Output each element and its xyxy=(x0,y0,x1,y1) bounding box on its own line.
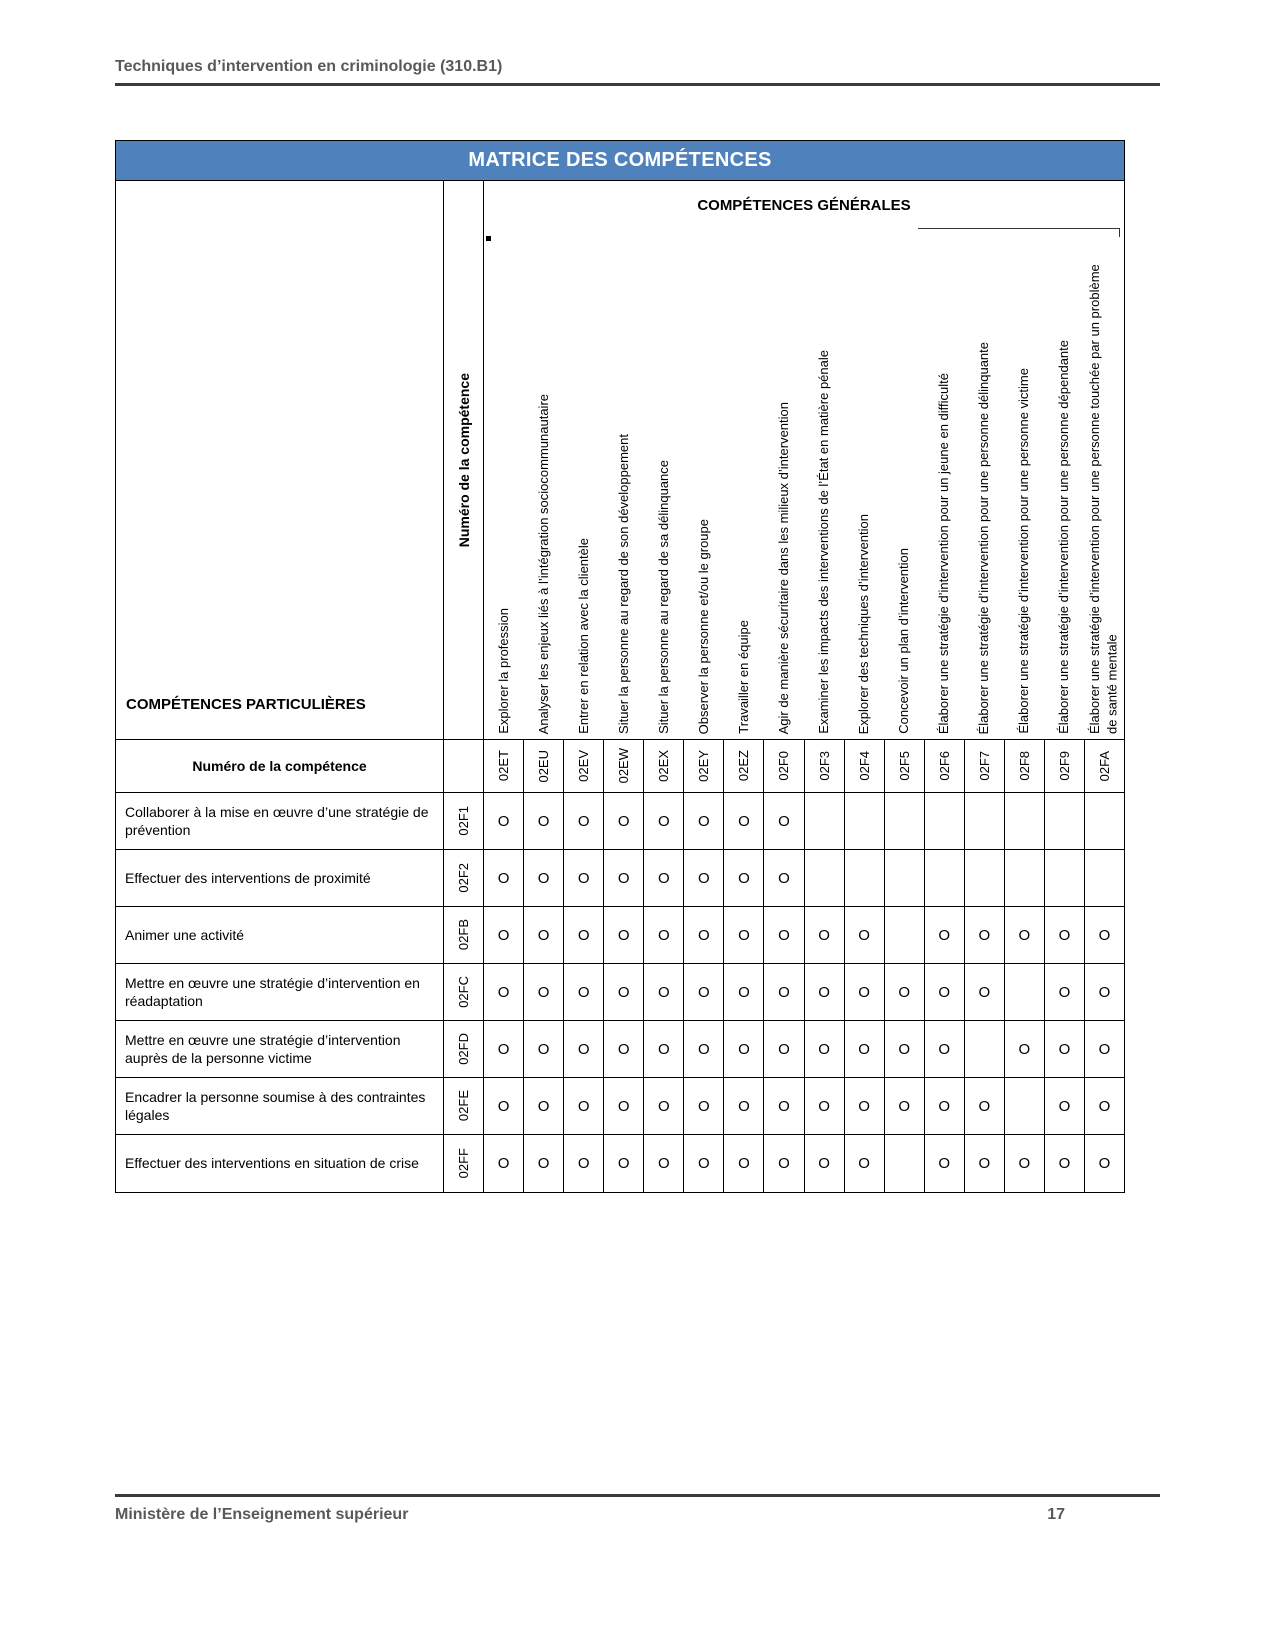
matrix-mark-cell: O xyxy=(724,1078,764,1134)
particular-competency-code-cell xyxy=(444,1021,484,1077)
general-competency-code: 02F8 xyxy=(1016,751,1032,781)
general-competency-label: Concevoir un plan d’intervention xyxy=(896,548,912,734)
matrix-mark-cell xyxy=(845,793,885,849)
general-competency-label: Entrer en relation avec la clientèle xyxy=(576,538,592,734)
matrix-mark-cell: O xyxy=(805,964,845,1020)
competency-number-row-label: Numéro de la compétence xyxy=(116,740,444,792)
matrix-mark-cell xyxy=(1005,1078,1045,1134)
matrix-mark-cell: O xyxy=(524,1021,564,1077)
particular-competency-code: 02FF xyxy=(456,1148,471,1179)
general-competency-code-cell xyxy=(1085,740,1124,792)
general-competency-label: Analyser les enjeux liés à l’intégration sociocommunautaire xyxy=(536,393,552,734)
matrix-title-bar xyxy=(116,141,1124,181)
matrix-mark-cell: O xyxy=(644,1021,684,1077)
general-competency-header xyxy=(684,223,724,739)
matrix-mark-cell: O xyxy=(1045,907,1085,963)
page-header xyxy=(115,58,1160,86)
general-competency-code-cell xyxy=(885,740,925,792)
general-competency-code-cell xyxy=(684,740,724,792)
matrix-header-region xyxy=(116,181,1124,739)
matrix-mark-cell: O xyxy=(965,964,1005,1020)
matrix-mark-cell xyxy=(885,850,925,906)
matrix-row xyxy=(116,1021,1124,1078)
matrix-mark-cell: O xyxy=(564,907,604,963)
particular-competency-code-cell xyxy=(444,907,484,963)
matrix-mark-cell: O xyxy=(564,1135,604,1192)
general-competency-label: Situer la personne au regard de son développement xyxy=(616,434,632,734)
matrix-mark-cell: O xyxy=(484,793,524,849)
particular-competency-label: Mettre en œuvre une stratégie d’intervention en réadaptation xyxy=(116,964,444,1020)
matrix-mark-cell: O xyxy=(1005,1021,1045,1077)
particular-competency-code: 02FC xyxy=(456,976,471,1008)
matrix-mark-cell: O xyxy=(1098,983,1111,1001)
matrix-mark-cell xyxy=(805,850,845,906)
matrix-mark-cell: O xyxy=(885,964,925,1020)
matrix-mark-cell: O xyxy=(1045,1135,1085,1192)
matrix-mark-cell: O xyxy=(764,1135,804,1192)
matrix-rows xyxy=(116,793,1124,1192)
matrix-mark-cell: O xyxy=(724,907,764,963)
matrix-mark-cell: O xyxy=(764,850,804,906)
general-competency-label: Élaborer une stratégie d’intervention pour une personne touchée par un problème de santé mentale xyxy=(1087,264,1120,734)
matrix-mark-cell xyxy=(805,793,845,849)
general-competency-code: 02EV xyxy=(576,750,592,782)
general-competencies-heading: COMPÉTENCES GÉNÉRALES xyxy=(697,197,911,214)
matrix-mark-cell: O xyxy=(805,1078,845,1134)
general-competency-header xyxy=(1044,223,1084,739)
particular-competency-code-cell xyxy=(444,964,484,1020)
matrix-mark-cell: O xyxy=(524,964,564,1020)
general-competency-header xyxy=(484,223,524,739)
matrix-mark-cell: O xyxy=(845,964,885,1020)
matrix-mark-cell: O xyxy=(644,964,684,1020)
matrix-mark-cell: O xyxy=(925,1078,965,1134)
matrix-mark-cell: O xyxy=(684,793,724,849)
matrix-mark-cell: O xyxy=(604,907,644,963)
matrix-mark-cell: O xyxy=(724,793,764,849)
matrix-mark-cell: O xyxy=(644,850,684,906)
particular-competency-label: Effectuer des interventions en situation de crise xyxy=(116,1135,444,1192)
matrix-mark-cell: O xyxy=(604,1078,644,1134)
general-competency-code: 02F5 xyxy=(896,751,912,781)
matrix-mark-cell: O xyxy=(604,793,644,849)
matrix-mark-cell: O xyxy=(484,850,524,906)
matrix-mark-cell: O xyxy=(524,850,564,906)
general-competency-label: Observer la personne et/ou le groupe xyxy=(696,518,712,734)
general-competency-header xyxy=(724,223,764,739)
matrix-mark-cell xyxy=(885,907,925,963)
general-competency-code-cell xyxy=(644,740,684,792)
general-competency-header xyxy=(1084,223,1124,739)
matrix-mark-cell: O xyxy=(564,850,604,906)
matrix-mark-cell: O xyxy=(885,1021,925,1077)
matrix-mark-cell: O xyxy=(724,1135,764,1192)
matrix-mark-cell: O xyxy=(805,1021,845,1077)
general-competency-code-cell xyxy=(564,740,604,792)
matrix-mark-cell: O xyxy=(1005,907,1045,963)
particular-competency-code-cell xyxy=(444,1078,484,1134)
matrix-mark-cell: O xyxy=(484,1021,524,1077)
particular-competency-code: 02F2 xyxy=(456,863,471,893)
matrix-mark-cell: O xyxy=(1045,1078,1085,1134)
page-header-title: Techniques d’intervention en criminologie (310.B1) xyxy=(115,58,503,75)
matrix-mark-cell: O xyxy=(845,1135,885,1192)
matrix-mark-cell: O xyxy=(1045,1021,1085,1077)
particular-competency-code-cell xyxy=(444,1135,484,1192)
general-competency-label: Examiner les impacts des interventions de l’État en matière pénale xyxy=(816,350,832,734)
general-competency-code-cell xyxy=(845,740,885,792)
matrix-mark-cell: O xyxy=(925,1135,965,1192)
general-competency-code: 02EU xyxy=(536,749,552,783)
general-competency-header xyxy=(844,223,884,739)
matrix-mark-cell xyxy=(1005,850,1045,906)
matrix-mark-cell xyxy=(965,1021,1005,1077)
general-competency-header xyxy=(924,223,964,739)
general-competency-code-cell xyxy=(764,740,804,792)
competency-codes-row xyxy=(116,739,1124,793)
general-competency-code: 02EW xyxy=(616,748,632,784)
matrix-mark-cell xyxy=(1085,793,1124,849)
general-competency-code: 02F0 xyxy=(776,751,792,781)
general-competency-code: 02EZ xyxy=(736,750,752,782)
general-competency-header xyxy=(564,223,604,739)
matrix-mark-cell xyxy=(845,850,885,906)
general-competency-code: 02F4 xyxy=(856,751,872,781)
matrix-mark-cell: O xyxy=(925,1021,965,1077)
matrix-row xyxy=(116,793,1124,850)
matrix-mark-cell: O xyxy=(764,1021,804,1077)
heading-bracket-marker xyxy=(486,236,491,241)
matrix-mark-cell xyxy=(1005,793,1045,849)
matrix-mark-cell: O xyxy=(1098,926,1111,944)
general-competency-code-cell xyxy=(925,740,965,792)
matrix-mark-cell: O xyxy=(845,1078,885,1134)
general-competencies-region xyxy=(484,181,1124,739)
general-competency-header xyxy=(964,223,1004,739)
particular-competencies-heading: COMPÉTENCES PARTICULIÈRES xyxy=(126,696,366,713)
matrix-mark-cell: O xyxy=(925,907,965,963)
matrix-row xyxy=(116,850,1124,907)
general-competency-header xyxy=(524,223,564,739)
matrix-mark-cell: O xyxy=(564,1078,604,1134)
matrix-mark-cell: O xyxy=(684,964,724,1020)
general-competency-code: 02EY xyxy=(696,750,712,782)
matrix-mark-cell: O xyxy=(604,1135,644,1192)
general-competency-code-cell xyxy=(724,740,764,792)
general-competency-label: Élaborer une stratégie d’intervention pour une personne dépendante xyxy=(1056,340,1072,734)
matrix-mark-cell xyxy=(1045,793,1085,849)
matrix-mark-cell: O xyxy=(1005,1135,1045,1192)
heading-bracket-tick xyxy=(1119,228,1120,237)
matrix-mark-cell: O xyxy=(684,907,724,963)
matrix-mark-cell: O xyxy=(805,1135,845,1192)
particular-competency-code: 02FE xyxy=(456,1090,471,1122)
general-competency-code-cell xyxy=(524,740,564,792)
general-competency-code-cell xyxy=(604,740,644,792)
page-footer xyxy=(115,1494,1160,1524)
matrix-mark-cell: O xyxy=(604,964,644,1020)
general-competency-code-cell xyxy=(805,740,845,792)
general-competency-code-cell xyxy=(1005,740,1045,792)
matrix-mark-cell: O xyxy=(1098,1040,1111,1058)
matrix-row xyxy=(116,964,1124,1021)
general-competency-header xyxy=(1004,223,1044,739)
general-competency-code: 02FA xyxy=(1096,750,1112,782)
general-competency-label: Travailler en équipe xyxy=(736,620,752,734)
matrix-mark-cell xyxy=(1005,964,1045,1020)
matrix-mark-cell: O xyxy=(1098,1097,1111,1115)
matrix-mark-cell: O xyxy=(684,1021,724,1077)
matrix-mark-cell: O xyxy=(724,964,764,1020)
matrix-mark-cell: O xyxy=(965,907,1005,963)
matrix-mark-cell: O xyxy=(1045,964,1085,1020)
matrix-mark-cell: O xyxy=(885,1078,925,1134)
matrix-mark-cell: O xyxy=(684,1135,724,1192)
footer-title: Ministère de l’Enseignement supérieur xyxy=(115,1506,409,1523)
general-competency-label: Explorer la profession xyxy=(496,608,512,734)
general-competency-code-cell xyxy=(484,740,524,792)
matrix-mark-cell: O xyxy=(845,1021,885,1077)
matrix-mark-cell: O xyxy=(484,1135,524,1192)
matrix-mark-cell: O xyxy=(684,1078,724,1134)
general-competency-codes xyxy=(484,740,1124,792)
general-competency-header xyxy=(604,223,644,739)
matrix-title: MATRICE DES COMPÉTENCES xyxy=(468,149,772,171)
general-competency-label: Élaborer une stratégie d’intervention pour un jeune en difficulté xyxy=(936,372,952,734)
matrix-mark-cell: O xyxy=(524,793,564,849)
header-rule xyxy=(115,83,1160,86)
particular-competency-code-cell xyxy=(444,850,484,906)
competency-number-column xyxy=(444,181,484,739)
particular-competency-label: Effectuer des interventions de proximité xyxy=(116,850,444,906)
matrix-mark-cell xyxy=(1045,850,1085,906)
particular-competency-label: Encadrer la personne soumise à des contraintes légales xyxy=(116,1078,444,1134)
codes-row-spacer xyxy=(444,740,484,792)
general-competency-code-cell xyxy=(1045,740,1085,792)
matrix-mark-cell: O xyxy=(925,964,965,1020)
matrix-mark-cell: O xyxy=(484,907,524,963)
matrix-mark-cell: O xyxy=(644,907,684,963)
general-competency-label: Explorer des techniques d’intervention xyxy=(856,513,872,734)
general-competency-header xyxy=(644,223,684,739)
matrix-row xyxy=(116,907,1124,964)
matrix-mark-cell: O xyxy=(845,907,885,963)
general-competency-label: Élaborer une stratégie d’intervention pour une personne délinquante xyxy=(976,341,992,734)
matrix-mark-cell: O xyxy=(684,850,724,906)
matrix-mark-cell xyxy=(925,850,965,906)
general-competency-code: 02F3 xyxy=(816,751,832,781)
matrix-row xyxy=(116,1135,1124,1192)
heading-bracket-line xyxy=(918,228,1120,229)
matrix-row xyxy=(116,1078,1124,1135)
general-competency-code: 02EX xyxy=(656,750,672,782)
matrix-mark-cell: O xyxy=(764,907,804,963)
particular-competency-label: Animer une activité xyxy=(116,907,444,963)
matrix-mark-cell: O xyxy=(644,1078,684,1134)
matrix-mark-cell: O xyxy=(524,907,564,963)
matrix-mark-cell: O xyxy=(524,1078,564,1134)
general-competency-code: 02F7 xyxy=(976,751,992,781)
general-competency-header xyxy=(804,223,844,739)
matrix-mark-cell: O xyxy=(564,1021,604,1077)
matrix-mark-cell xyxy=(965,793,1005,849)
matrix-mark-cell: O xyxy=(604,1021,644,1077)
matrix-mark-cell: O xyxy=(805,907,845,963)
matrix-mark-cell: O xyxy=(644,1135,684,1192)
general-competency-code-cell xyxy=(965,740,1005,792)
matrix-mark-cell: O xyxy=(484,964,524,1020)
matrix-mark-cell: O xyxy=(564,793,604,849)
matrix-mark-cell: O xyxy=(965,1078,1005,1134)
matrix-mark-cell: O xyxy=(724,850,764,906)
particular-competency-label: Mettre en œuvre une stratégie d’intervention auprès de la personne victime xyxy=(116,1021,444,1077)
matrix-mark-cell xyxy=(925,793,965,849)
general-competency-label: Agir de manière sécuritaire dans les milieux d’intervention xyxy=(776,401,792,734)
particular-competencies-heading-cell xyxy=(116,181,444,739)
particular-competency-code-cell xyxy=(444,793,484,849)
matrix-mark-cell: O xyxy=(1098,1155,1111,1172)
general-competency-label: Situer la personne au regard de sa délinquance xyxy=(656,460,672,734)
matrix-mark-cell: O xyxy=(644,793,684,849)
page-number: 17 xyxy=(1047,1506,1065,1523)
general-competency-code: 02ET xyxy=(496,750,512,782)
matrix-mark-cell: O xyxy=(564,964,604,1020)
matrix-mark-cell xyxy=(885,793,925,849)
matrix-mark-cell: O xyxy=(764,793,804,849)
particular-competency-code: 02FB xyxy=(456,919,471,951)
matrix-mark-cell xyxy=(885,1135,925,1192)
competency-number-column-label: Numéro de la compétence xyxy=(455,372,472,548)
general-competency-header xyxy=(884,223,924,739)
general-competency-code: 02F9 xyxy=(1056,751,1072,781)
matrix-mark-cell: O xyxy=(764,964,804,1020)
matrix-mark-cell: O xyxy=(604,850,644,906)
general-competency-label: Élaborer une stratégie d’intervention pour une personne victime xyxy=(1016,368,1032,734)
particular-competency-code: 02FD xyxy=(456,1033,471,1065)
matrix-mark-cell: O xyxy=(524,1135,564,1192)
matrix-mark-cell: O xyxy=(764,1078,804,1134)
general-competency-headers xyxy=(484,223,1124,739)
competency-matrix-table xyxy=(115,140,1125,1193)
matrix-mark-cell xyxy=(965,850,1005,906)
matrix-mark-cell: O xyxy=(484,1078,524,1134)
particular-competency-label: Collaborer à la mise en œuvre d’une stratégie de prévention xyxy=(116,793,444,849)
particular-competency-code: 02F1 xyxy=(456,806,471,836)
matrix-mark-cell: O xyxy=(724,1021,764,1077)
matrix-mark-cell xyxy=(1085,850,1124,906)
general-competency-header xyxy=(764,223,804,739)
matrix-mark-cell: O xyxy=(965,1135,1005,1192)
general-competency-code: 02F6 xyxy=(936,751,952,781)
